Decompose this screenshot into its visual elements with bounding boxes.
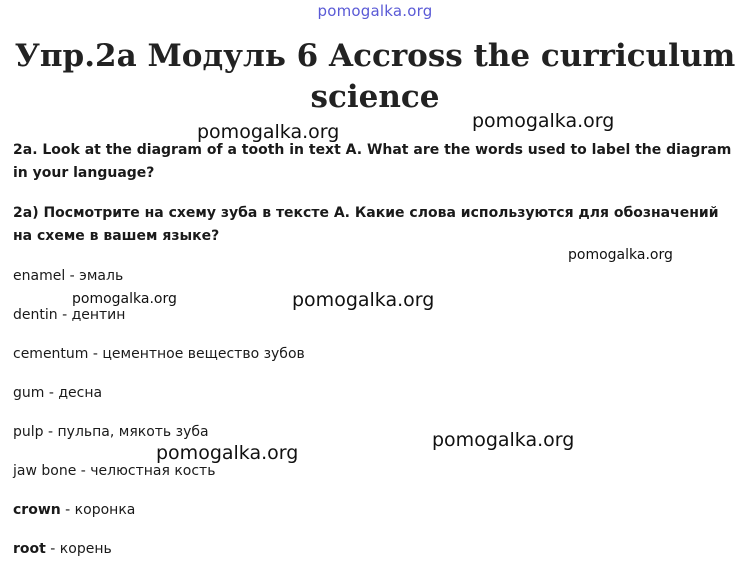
vocab-item-root bbox=[13, 540, 713, 558]
vocab-term: crown bbox=[13, 502, 61, 518]
watermark: pomogalka.org bbox=[568, 247, 673, 263]
instruction-russian: 2a) Посмотрите на схему зуба в тексте А. Какие слова используются для обозначений на схеме в вашем языке? bbox=[13, 205, 719, 244]
vocab-item-jaw-bone bbox=[13, 462, 713, 480]
vocab-term: cementum bbox=[13, 346, 89, 362]
vocab-item-crown bbox=[13, 501, 713, 519]
vocab-item-pulp bbox=[13, 423, 713, 441]
vocab-translation: - челюстная кость bbox=[76, 463, 216, 479]
watermark: pomogalka.org bbox=[72, 291, 177, 307]
watermark: pomogalka.org bbox=[197, 121, 340, 143]
instruction-english: 2a. Look at the diagram of a tooth in text A. What are the words used to label the diagram in your language? bbox=[13, 142, 732, 181]
vocab-item-gum bbox=[13, 384, 713, 402]
vocab-translation: - пульпа, мякоть зуба bbox=[43, 424, 209, 440]
watermark: pomogalka.org bbox=[292, 289, 435, 311]
vocab-translation: - цементное вещество зубов bbox=[88, 346, 305, 362]
watermark: pomogalka.org bbox=[472, 110, 615, 132]
vocab-item-cementum bbox=[13, 345, 713, 363]
vocab-term: jaw bone bbox=[13, 463, 77, 479]
vocab-translation: - десна bbox=[44, 385, 103, 401]
watermark: pomogalka.org bbox=[432, 429, 575, 451]
vocab-translation: - дентин bbox=[57, 307, 126, 323]
watermark-top: pomogalka.org bbox=[317, 2, 433, 20]
page-title: Упр.2а Модуль 6 Accross the curriculum science bbox=[14, 38, 736, 115]
vocab-translation: - коронка bbox=[60, 502, 136, 518]
watermark: pomogalka.org bbox=[156, 442, 299, 464]
vocab-translation: - корень bbox=[45, 541, 112, 557]
vocab-term: gum bbox=[13, 385, 45, 401]
vocab-term: pulp bbox=[13, 424, 44, 440]
vocab-translation: - эмаль bbox=[65, 268, 124, 284]
vocab-term: root bbox=[13, 541, 46, 557]
vocab-item-enamel bbox=[13, 267, 713, 285]
vocab-term: enamel bbox=[13, 268, 66, 284]
vocab-term: dentin bbox=[13, 307, 58, 323]
